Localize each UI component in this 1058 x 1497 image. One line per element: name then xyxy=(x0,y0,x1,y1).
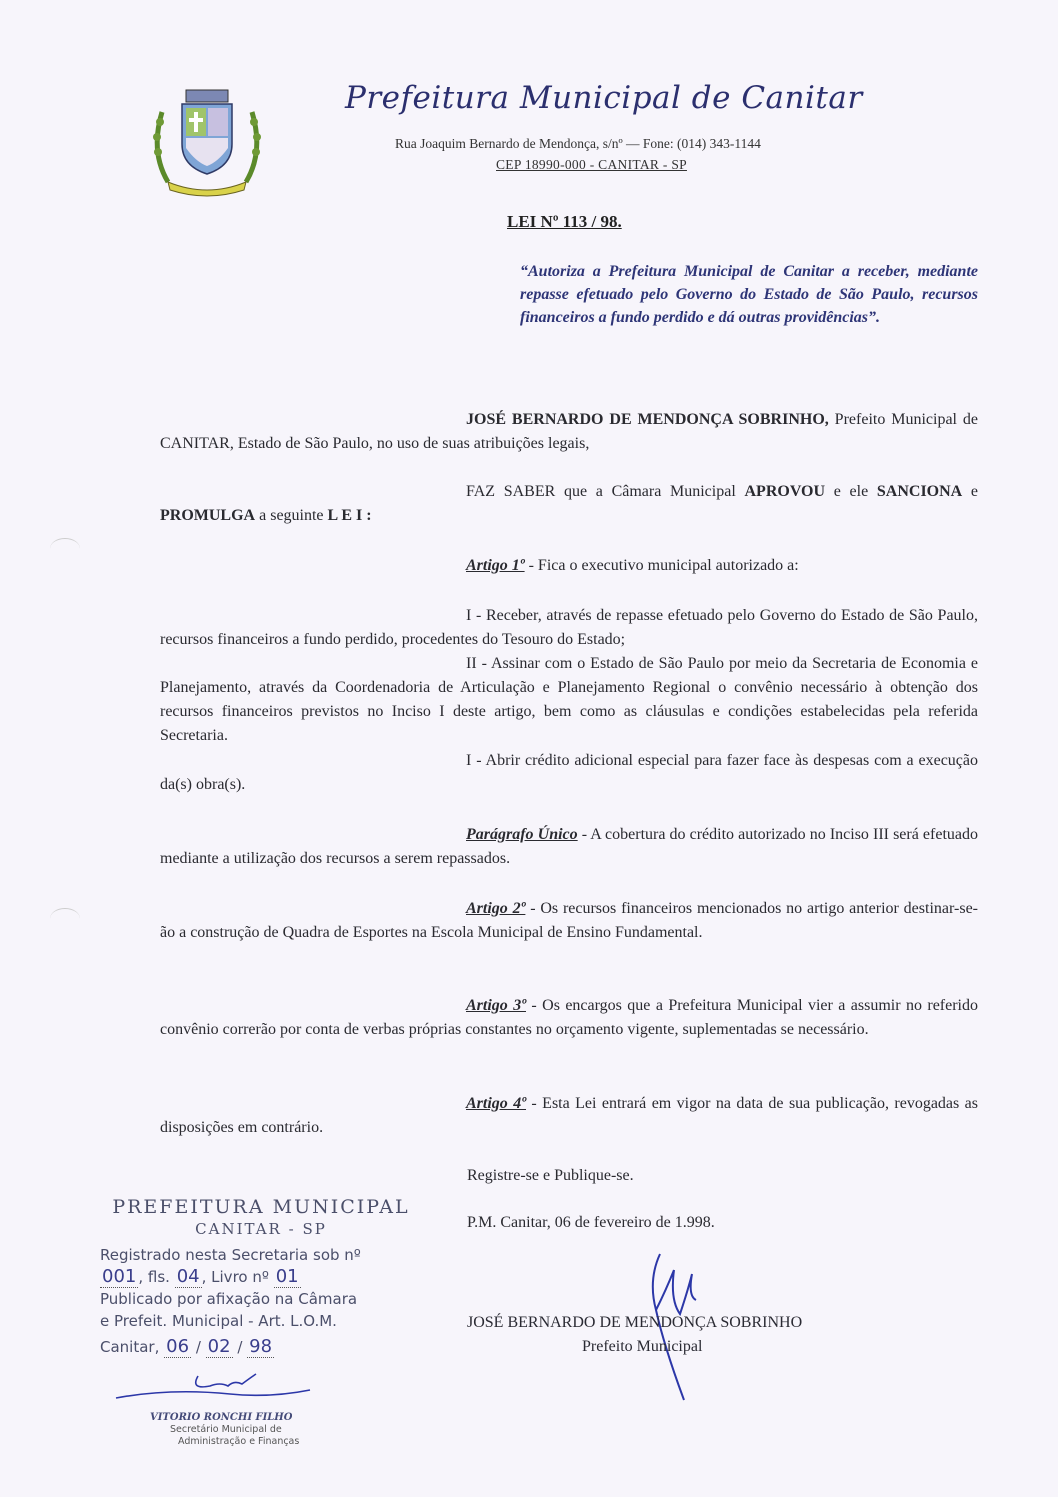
article-1-text: - Fica o executivo municipal autorizado a: xyxy=(524,557,799,574)
sanciona-text: SANCIONA xyxy=(876,483,963,500)
stamp-subtitle: CANITAR - SP xyxy=(195,1220,327,1238)
article-4-text: - Esta Lei entrará em vigor na data de sua publicação, revogadas as disposições em contrário. xyxy=(160,1095,978,1136)
article-3-label: Artigo 3º xyxy=(466,997,526,1014)
stamp-reg-no: 001 xyxy=(102,1266,137,1287)
secretary-signature-icon xyxy=(110,1368,320,1408)
article-2-label: Artigo 2º xyxy=(466,900,526,917)
paragrafo-unico-label: Parágrafo Único xyxy=(466,826,578,843)
place-date: P.M. Canitar, 06 de fevereiro de 1.998. xyxy=(467,1214,715,1231)
article-4 xyxy=(160,1092,978,1140)
paragrafo-unico-text: - A cobertura do crédito autorizado no Inciso III será efetuado mediante a utilização dos recursos a serem repassados. xyxy=(160,826,979,867)
inciso-1-text: I - Receber, através de repasse efetuado pelo Governo do Estado de São Paulo, recursos financeiros a fundo perdido, procedentes do Tesouro do Estado; xyxy=(160,607,978,648)
stamp-livro: 01 xyxy=(275,1266,299,1287)
stamp-published-line: Publicado por afixação na Câmara xyxy=(100,1290,358,1308)
signer-name: JOSÉ BERNARDO DE MENDONÇA SOBRINHO xyxy=(467,1314,803,1331)
article-1 xyxy=(160,554,978,578)
aprovou-text: APROVOU xyxy=(744,483,826,500)
registre-text: Registre-se e Publique-se. xyxy=(467,1167,634,1184)
punch-hole-mark xyxy=(50,538,80,559)
stamp-date-line: Canitar, 06 / 02 / 98 xyxy=(100,1336,273,1357)
article-2 xyxy=(160,897,978,945)
article-4-label: Artigo 4º xyxy=(466,1095,527,1112)
inciso-2-text: II - Assinar com o Estado de São Paulo por meio da Secretaria de Economia e Planejamento, através da Coordenadoria de Articulação e Planejamento Regional o convênio necessário à obtenção dos recursos financeiros previstos no Inciso I deste artigo, bem como as cláusulas e condições estabelecidas pela referida Secretaria. xyxy=(160,655,978,744)
punch-hole-mark xyxy=(50,908,80,929)
article-2-text: - Os recursos financeiros mencionados no artigo anterior destinar-se-ão a construção de Quadra de Esportes na Escola Municipal de Ensino Fundamental. xyxy=(160,900,978,941)
mayor-name: JOSÉ BERNARDO DE MENDONÇA SOBRINHO, xyxy=(466,411,829,428)
municipal-crest-icon xyxy=(148,82,266,198)
secretary-name: VITORIO RONCHI FILHO xyxy=(150,1412,293,1423)
registration-stamp xyxy=(96,1196,426,1358)
letterhead-org-name: Prefeitura Municipal de Canitar xyxy=(345,80,863,116)
secretary-role-2: Administração e Finanças xyxy=(178,1436,300,1447)
paragrafo-unico xyxy=(160,823,978,871)
inciso-1 xyxy=(160,604,978,652)
signer-role: Prefeito Municipal xyxy=(582,1338,703,1355)
inciso-3-text: I - Abrir crédito adicional especial para fazer face às despesas com a execução da(s) obra(s). xyxy=(160,752,978,793)
lei-text: L E I : xyxy=(327,507,372,524)
faz-saber-text-3: e xyxy=(962,483,979,500)
intro-paragraph xyxy=(160,408,978,456)
law-title: LEI Nº 113 / 98. xyxy=(507,212,622,231)
stamp-month: 02 xyxy=(207,1336,231,1357)
secretary-role-1: Secretário Municipal de xyxy=(170,1424,282,1435)
article-3-text: - Os encargos que a Prefeitura Municipal vier a assumir no referido convênio correrão por conta de verbas próprias constantes no orçamento vigente, suplementadas se necessário. xyxy=(160,997,978,1038)
stamp-canitar-label: Canitar, xyxy=(100,1338,160,1356)
stamp-day: 06 xyxy=(166,1336,190,1357)
stamp-fls-label: , fls. xyxy=(138,1268,170,1286)
inciso-3 xyxy=(160,749,978,797)
stamp-numbers-line xyxy=(100,1266,426,1288)
stamp-year: 98 xyxy=(249,1336,273,1357)
faz-saber-text: FAZ SABER que a Câmara Municipal xyxy=(466,483,745,500)
promulga-text: PROMULGA xyxy=(160,507,256,524)
article-3 xyxy=(160,994,978,1042)
article-1-label: Artigo 1º xyxy=(466,557,525,574)
stamp-livro-label: , Livro nº xyxy=(201,1268,269,1286)
stamp-registered-line: Registrado nesta Secretaria sob nº xyxy=(100,1246,361,1264)
letterhead-address: Rua Joaquim Bernardo de Mendonça, s/nº — Fone: (014) 343-1144 xyxy=(395,136,761,151)
stamp-article-line: e Prefeit. Municipal - Art. L.O.M. xyxy=(100,1312,337,1330)
faz-saber-paragraph xyxy=(160,480,978,528)
intro-text: Prefeito Municipal de CANITAR, Estado de São Paulo, no uso de suas atribuições legais, xyxy=(160,411,979,452)
letterhead-postal: CEP 18990-000 - CANITAR - SP xyxy=(496,157,687,172)
stamp-title: PREFEITURA MUNICIPAL xyxy=(112,1196,410,1218)
stamp-fls: 04 xyxy=(176,1266,200,1287)
law-ementa: “Autoriza a Prefeitura Municipal de Canitar a receber, mediante repasse efetuado pelo Governo do Estado de São Paulo, recursos financeiros a fundo perdido e dá outras providências”. xyxy=(520,263,978,326)
faz-saber-text-4: a seguinte xyxy=(255,507,328,524)
faz-saber-text-2: e ele xyxy=(825,483,877,500)
inciso-2 xyxy=(160,652,978,748)
